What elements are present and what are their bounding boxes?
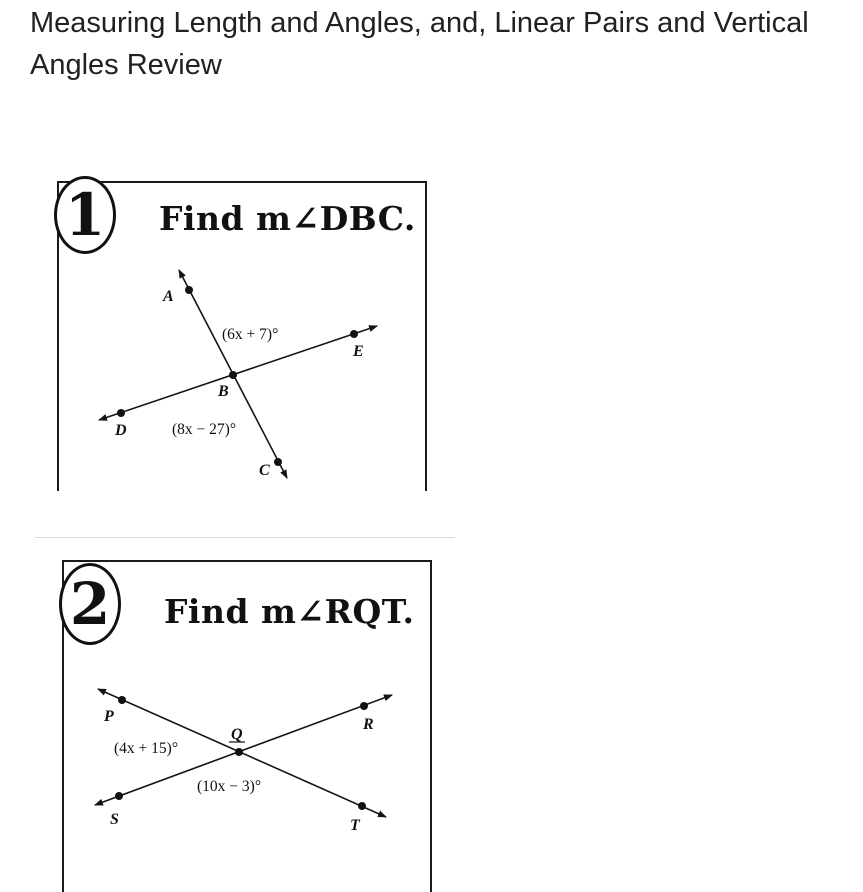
point-s-dot <box>115 792 123 800</box>
point-label-e: E <box>353 343 364 360</box>
page-title: Measuring Length and Angles, and, Linear Pairs and Vertical Angles Review <box>30 7 809 81</box>
problem-2-card <box>62 560 432 892</box>
problem-2-number: 2 <box>69 570 111 638</box>
point-p-dot <box>118 696 126 704</box>
point-label-r: R <box>363 716 374 733</box>
point-label-a: A <box>163 288 174 305</box>
point-q-dot <box>235 748 243 756</box>
problem-1-number-badge <box>54 176 116 254</box>
point-label-d: D <box>115 422 127 439</box>
point-c-dot <box>274 458 282 466</box>
point-t-dot <box>358 802 366 810</box>
point-label-t: T <box>350 817 360 834</box>
angle-expression-bottom: (8x − 27)° <box>172 421 237 438</box>
point-d-dot <box>117 409 125 417</box>
angle-expression-top: (6x + 7)° <box>222 326 279 343</box>
problem-2-number-badge <box>59 563 121 645</box>
problem-2-prompt: Find m∠RQT. <box>164 592 415 631</box>
problem-1-prompt: Find m∠DBC. <box>159 199 416 238</box>
point-label-p: P <box>104 708 114 725</box>
point-label-s: S <box>110 811 119 828</box>
point-e-dot <box>350 330 358 338</box>
angle-expression-left: (4x + 15)° <box>114 740 179 757</box>
point-a-dot <box>185 286 193 294</box>
point-label-q: Q <box>231 726 243 743</box>
problem-1-card <box>57 181 427 491</box>
angle-expression-bottom: (10x − 3)° <box>197 778 262 795</box>
image-divider <box>35 537 455 538</box>
problem-2-diagram <box>64 660 430 892</box>
problem-1-number: 1 <box>64 181 106 249</box>
point-r-dot <box>360 702 368 710</box>
point-b-dot <box>229 371 237 379</box>
point-label-b: B <box>218 383 229 400</box>
point-label-c: C <box>259 462 270 479</box>
problem-1-diagram <box>59 255 425 491</box>
